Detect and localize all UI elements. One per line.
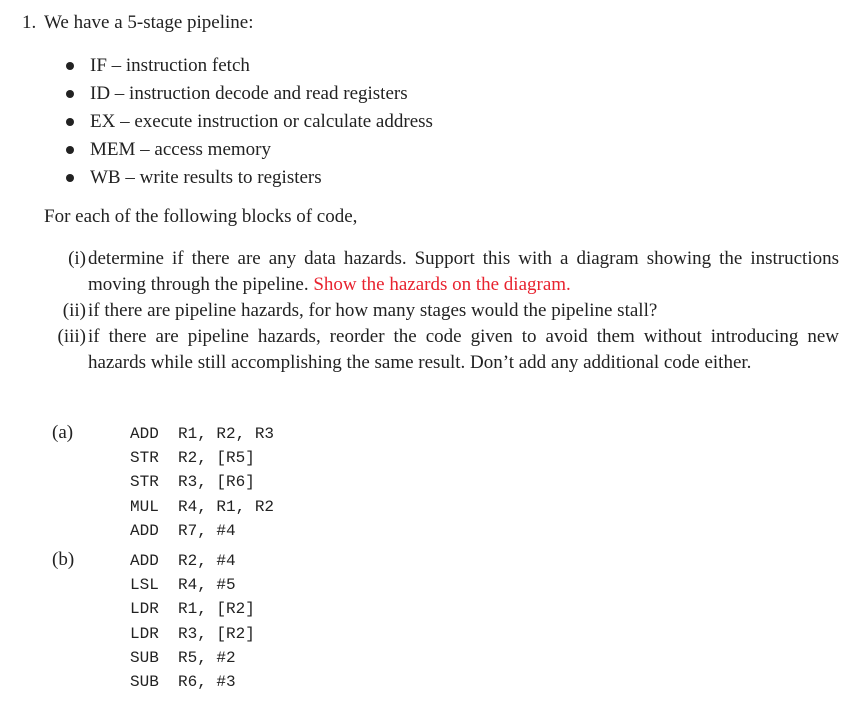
opcode: SUB: [130, 648, 159, 667]
stage-description: EX – execute instruction or calculate address: [90, 111, 433, 132]
instruction-body: determine if there are any data hazards. Support this with a diagram showing the instructions moving through the pipeline.: [88, 248, 839, 295]
code-block-a: [130, 422, 274, 543]
opcode: STR: [130, 473, 159, 492]
operands: R1, R2, R3: [178, 425, 275, 443]
stage-description: IF – instruction fetch: [90, 55, 250, 76]
opcode: STR: [130, 449, 159, 468]
code-line: [130, 422, 274, 446]
opcode: ADD: [130, 521, 159, 540]
code-block-label-a: (a): [52, 422, 74, 443]
code-line: [130, 549, 255, 573]
instruction-item-ii: [44, 298, 839, 324]
operands: R2, [R5]: [178, 449, 255, 468]
code-line: [130, 519, 274, 543]
code-line: [130, 495, 274, 519]
instruction-item-i: [44, 246, 839, 298]
bullet-icon: [66, 174, 74, 182]
operands: R3, [R6]: [178, 473, 255, 492]
bullet-icon: [66, 62, 74, 70]
instruction-label: (i): [68, 248, 86, 269]
instruction-list: [44, 246, 839, 376]
instruction-text: if there are pipeline hazards, reorder the code given to avoid them without introducing new hazards while still accomplishing the same result. Don’t add any additional code either.: [88, 326, 839, 373]
operands: R4, #5: [178, 576, 236, 595]
instruction-item-iii: [44, 324, 839, 376]
opcode: ADD: [130, 552, 159, 570]
bullet-icon: [66, 118, 74, 126]
opcode: LDR: [130, 624, 159, 643]
operands: R7, #4: [178, 521, 236, 540]
question-number: 1.: [22, 12, 37, 33]
stage-description: ID – instruction decode and read registers: [90, 83, 408, 104]
question-title: We have a 5-stage pipeline:: [44, 12, 254, 33]
opcode: SUB: [130, 672, 159, 691]
instruction-label: (iii): [57, 326, 86, 347]
bullet-icon: [66, 146, 74, 154]
opcode: MUL: [130, 497, 159, 516]
stage-item-ex: [64, 108, 433, 136]
operands: R1, [R2]: [178, 600, 255, 619]
stage-description: MEM – access memory: [90, 139, 271, 160]
intro-text: For each of the following blocks of code,: [44, 206, 358, 227]
stage-item-wb: [64, 164, 433, 192]
operands: R6, #3: [178, 672, 236, 691]
stage-item-mem: [64, 136, 433, 164]
hazard-highlight-text: Show the hazards on the diagram.: [313, 274, 571, 295]
code-line: [130, 446, 274, 470]
operands: R5, #2: [178, 648, 236, 667]
stage-description: WB – write results to registers: [90, 167, 322, 188]
opcode: LDR: [130, 600, 159, 619]
operands: R3, [R2]: [178, 624, 255, 643]
instruction-label: (ii): [62, 300, 86, 321]
code-line: [130, 646, 255, 670]
code-line: [130, 573, 255, 597]
opcode: LSL: [130, 576, 159, 595]
opcode: ADD: [130, 425, 159, 443]
code-line: [130, 597, 255, 621]
instruction-text: if there are pipeline hazards, for how many stages would the pipeline stall?: [88, 300, 658, 321]
code-line: [130, 470, 274, 494]
code-block-label-b: (b): [52, 549, 75, 570]
pipeline-stage-list: [64, 52, 433, 192]
code-line: [130, 670, 255, 694]
instruction-text: [88, 246, 839, 298]
code-line: [130, 622, 255, 646]
operands: R2, #4: [178, 552, 236, 570]
stage-item-if: [64, 52, 433, 80]
operands: R4, R1, R2: [178, 497, 275, 516]
bullet-icon: [66, 90, 74, 98]
stage-item-id: [64, 80, 433, 108]
code-block-b: [130, 549, 255, 694]
